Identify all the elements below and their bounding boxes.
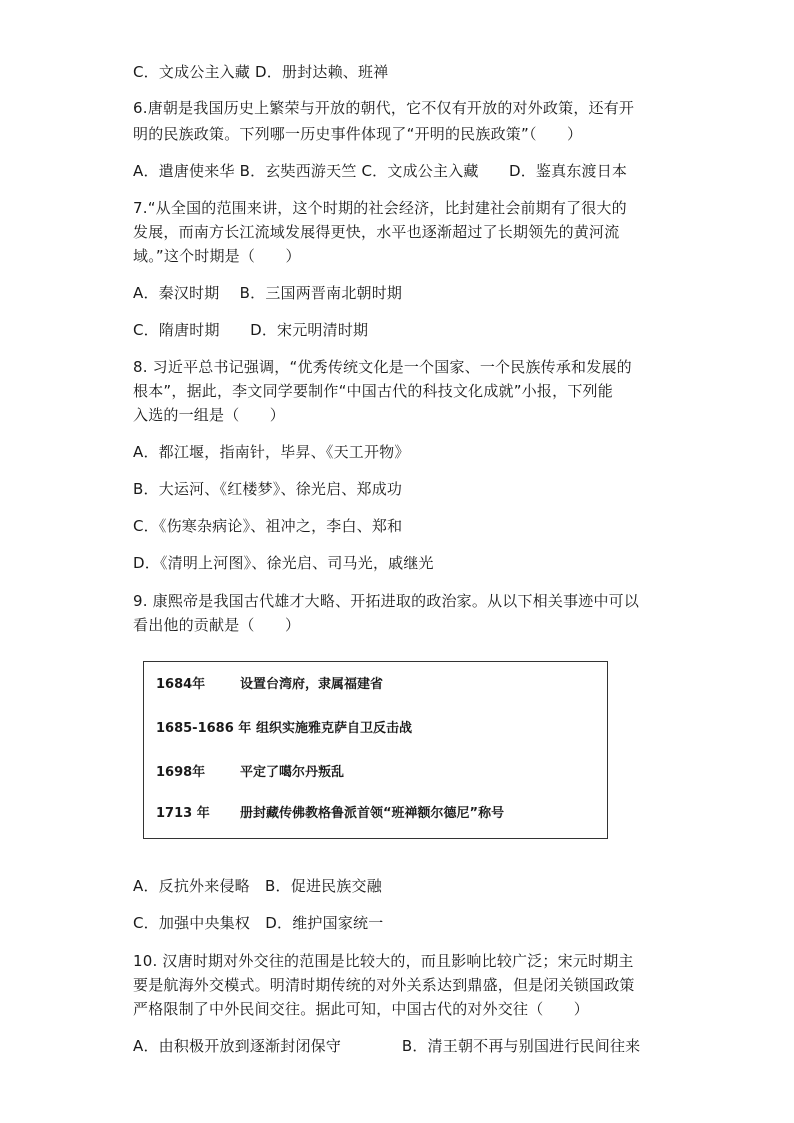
event-year: 1713 年 [156, 806, 210, 821]
q8-option-a: A．都江堰，指南针，毕昇、《天工开物》 [133, 443, 410, 461]
kangxi-event-row [156, 676, 383, 694]
q7-options-ab: A．秦汉时期 B．三国两晋南北朝时期 [133, 284, 403, 302]
q8-stem-1: 8. 习近平总书记强调，“优秀传统文化是一个国家、一个民族传承和发展的 [133, 358, 632, 376]
kangxi-events-box [143, 661, 608, 839]
q10-stem-2: 要是航海外交模式。明清时期传统的对外关系达到鼎盛，但是闭关锁国政策 [133, 976, 635, 994]
q9-options-ab: A．反抗外来侵略 B．促进民族交融 [133, 877, 382, 895]
event-description: 册封藏传佛教格鲁派首领“班禅额尔德尼”称号 [240, 806, 505, 821]
event-description: 平定了噶尔丹叛乱 [240, 765, 345, 780]
q9-stem-1: 9. 康熙帝是我国古代雄才大略、开拓进取的政治家。从以下相关事迹中可以 [133, 592, 640, 610]
event-year: 1698年 [156, 765, 206, 780]
q6-stem-2: 明的民族政策。下列哪一历史事件体现了“开明的民族政策”（ ） [133, 125, 583, 143]
q7-stem-3: 域。”这个时期是（ ） [133, 247, 301, 265]
q6-stem-1: 6.唐朝是我国历史上繁荣与开放的朝代，它不仅有开放的对外政策，还有开 [133, 99, 635, 117]
kangxi-event-row [156, 805, 504, 823]
q7-options-cd: C．隋唐时期 D．宋元明清时期 [133, 321, 369, 339]
q10-stem-1: 10. 汉唐时期对外交往的范围是比较大的，而且影响比较广泛；宋元时期主 [133, 952, 634, 970]
q7-stem-2: 发展，而南方长江流域发展得更快，水平也逐渐超过了长期领先的黄河流 [133, 223, 620, 241]
q9-options-cd: C．加强中央集权 D．维护国家统一 [133, 914, 384, 932]
q8-option-c: C．《伤寒杂病论》、祖冲之，李白、郑和 [133, 517, 403, 535]
q5-options-cd: C．文成公主入藏 D．册封达赖、班禅 [133, 63, 389, 81]
q7-stem-1: 7.“从全国的范围来讲，这个时期的社会经济，比封建社会前期有了很大的 [133, 199, 627, 217]
event-description: 设置台湾府，隶属福建省 [240, 677, 384, 692]
kangxi-event-row [156, 720, 412, 738]
event-year: 1684年 [156, 677, 206, 692]
event-description: 组织实施雅克萨自卫反击战 [256, 721, 413, 736]
q8-option-b: B．大运河、《红楼梦》、徐光启、郑成功 [133, 480, 403, 498]
event-year: 1685-1686 年 [156, 721, 252, 736]
kangxi-event-row [156, 764, 344, 782]
q10-options: A．由积极开放到逐渐封闭保守 B．清王朝不再与别国进行民间往来 [133, 1037, 641, 1055]
q8-stem-3: 入选的一组是（ ） [133, 406, 286, 424]
q8-option-d: D．《清明上河图》、徐光启、司马光，戚继光 [133, 554, 434, 572]
q8-stem-2: 根本”，据此，李文同学要制作“中国古代的科技文化成就”小报，下列能 [133, 382, 613, 400]
q6-options: A．遣唐使来华 B．玄奘西游天竺 C．文成公主入藏 D．鉴真东渡日本 [133, 162, 628, 180]
q10-stem-3: 严格限制了中外民间交往。据此可知，中国古代的对外交往（ ） [133, 1000, 590, 1018]
q9-stem-2: 看出他的贡献是（ ） [133, 616, 301, 634]
